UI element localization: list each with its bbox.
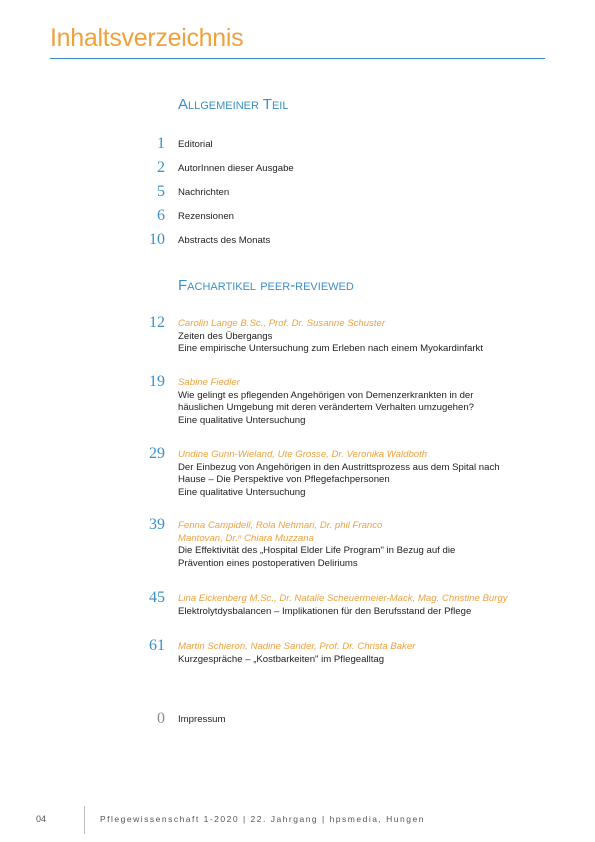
entry-authors: Sabine Fiedler [178,377,240,388]
entry-authors: Fenna Campidell, Rola Nehmari, Dr. phil Franco [178,520,383,531]
entry-title-line: Kurzgespräche – „Kostbarkeiten" im Pflegealltag [178,653,385,665]
entry-title-line: Zeiten des Übergangs [178,330,273,342]
entry-authors: Undine Gunn-Wieland, Ute Grosse, Dr. Veronika Waldboth [178,449,428,460]
page-number: 1 [157,135,165,152]
entry-title: Rezensionen [178,211,235,222]
page-number: 39 [149,516,165,533]
page-number: 45 [149,589,165,606]
entry-title-line: Der Einbezug von Angehörigen in den Austrittsprozess aus dem Spital nach [178,461,500,473]
entry-title: Editorial [178,139,213,150]
page-number: 2 [157,159,165,176]
page-number: 10 [149,231,165,248]
entry-title-line: Wie gelingt es pflegenden Angehörigen von Demenzerkrankten in der [178,389,474,401]
title-rule [50,58,545,59]
section-heading-peer-reviewed: Fachartikel peer-reviewed [178,277,354,294]
entry-authors: Carolin Lange B.Sc., Prof. Dr. Susanne Schuster [178,318,386,329]
footer-publication-info: Pflegewissenschaft 1-2020 | 22. Jahrgang | hpsmedia, Hungen [100,814,425,824]
page-number: 6 [157,207,165,224]
page-number: 61 [149,637,165,654]
page-number: 19 [149,373,165,390]
page-number: 5 [157,183,165,200]
entry-title-line: Prävention eines postoperativen Deliriums [178,557,358,569]
page-title: Inhaltsverzeichnis [50,24,244,52]
entry-title: Impressum [178,714,226,725]
entry-title-line: Eine qualitative Untersuchung [178,414,306,426]
entry-title: AutorInnen dieser Ausgabe [178,163,294,174]
entry-authors-continued: Mantovan, Dr.ⁿ Chiara Muzzana [178,532,314,544]
entry-title-line: Eine qualitative Untersuchung [178,486,306,498]
entry-authors: Lina Eickenberg M.Sc., Dr. Natalie Scheuermeier-Mack, Mag. Christine Burgy [178,593,508,604]
page-number: 0 [157,710,165,727]
entry-title-line: Hause – Die Perspektive von Pflegefachpersonen [178,474,390,485]
page-number: 12 [149,314,165,331]
entry-title-line: häuslichen Umgebung mit deren verändertem Verhalten umzugehen? [178,402,474,413]
entry-title: Abstracts des Monats [178,235,271,246]
entry-title-line: Elektrolytdysbalancen – Implikationen für den Berufsstand der Pflege [178,605,472,617]
footer-divider [84,806,85,834]
entry-title: Nachrichten [178,187,230,198]
entry-authors: Martin Schieron, Nadine Sander, Prof. Dr. Christa Baker [178,641,416,652]
page-number: 29 [149,445,165,462]
section-heading-general: Allgemeiner Teil [178,96,289,113]
entry-title-line: Eine empirische Untersuchung zum Erleben nach einem Myokardinfarkt [178,343,484,354]
footer-page-number: 04 [36,814,47,824]
entry-title-line: Die Effektivität des „Hospital Elder Life Program" in Bezug auf die [178,545,456,556]
